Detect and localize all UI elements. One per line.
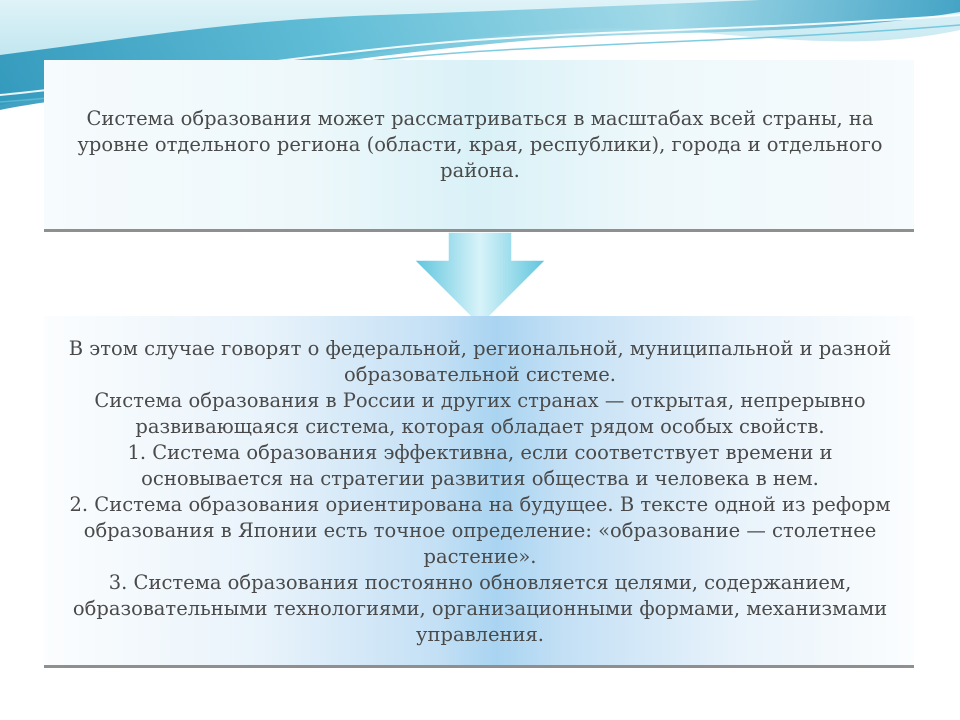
bottom-text: [60, 336, 900, 648]
paragraph-3: 1. Система образования эффективна, если соответствует времени и основывается на стратегии развития общества и человека в нем.: [127, 441, 833, 490]
top-text: Система образования может рассматриваться в масштабах всей страны, на уровне отдельного региона (области, края, республики), города и отдельного района.: [77, 107, 883, 182]
down-arrow-icon: [414, 232, 546, 326]
paragraph-4: 2. Система образования ориентирована на будущее. В тексте одной из реформ образования в Японии есть точное определение: «образование — столетнее растение».: [69, 493, 891, 568]
paragraph-5: 3. Система образования постоянно обновляется целями, содержанием, образовательными технологиями, организационными формами, механизмами управления.: [72, 571, 888, 646]
paragraph-2: Система образования в России и других странах — открытая, непрерывно развивающаяся система, которая обладает рядом особых свойств.: [94, 389, 866, 438]
paragraph-1: В этом случае говорят о федеральной, региональной, муниципальной и разной образовательной системе.: [68, 337, 892, 386]
